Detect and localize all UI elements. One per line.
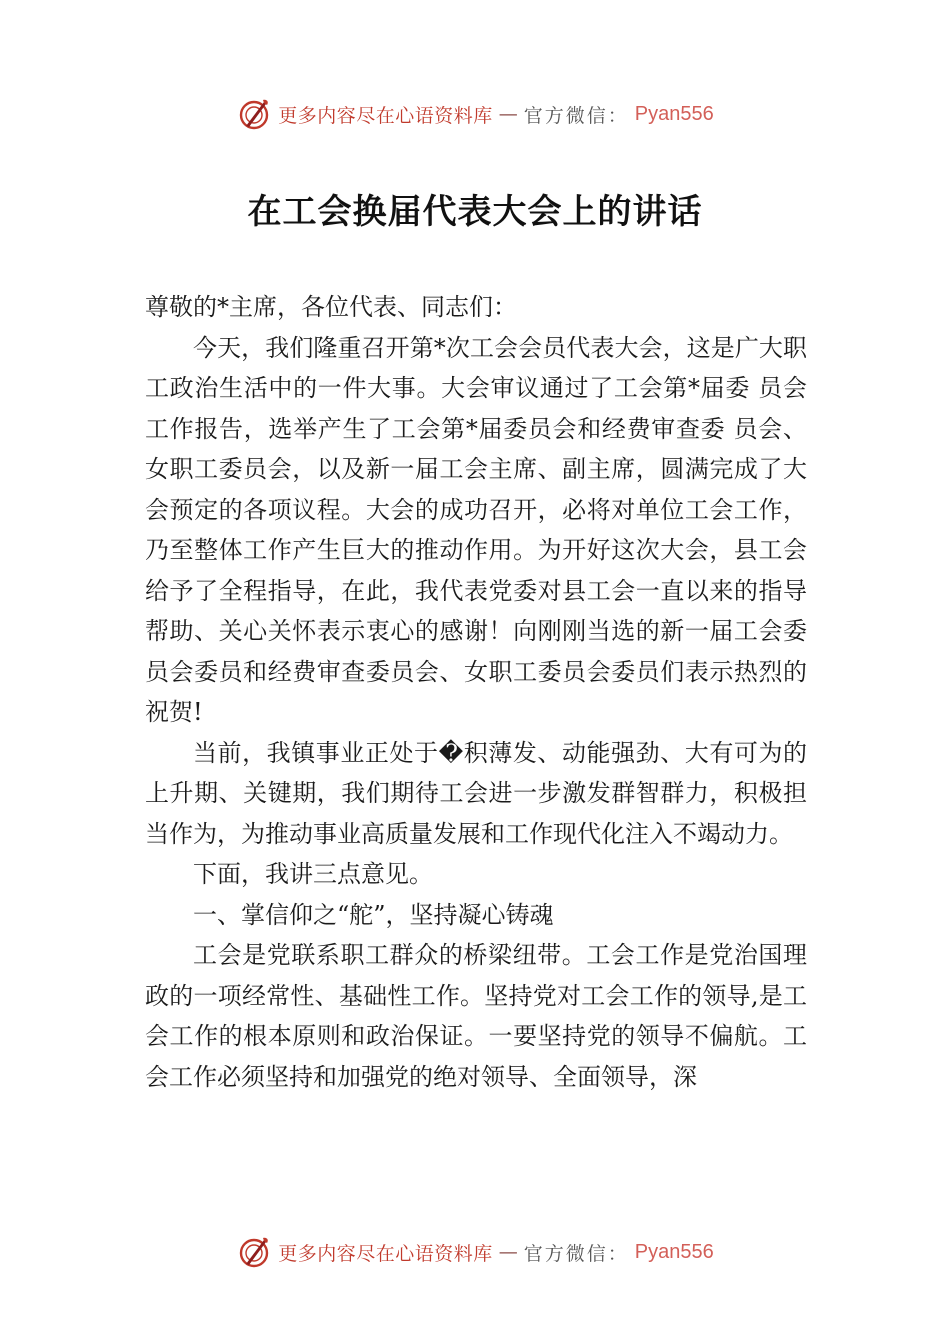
banner-brand: 更多内容尽在心语资料库 [278,1242,493,1265]
paragraph: 下面，我讲三点意见。 [193,860,433,888]
banner-wechat-handle: Pyan556 [634,102,714,125]
banner-brand: 更多内容尽在心语资料库 [278,104,493,127]
document-title: 在工会换届代表大会上的讲话 [247,192,703,232]
quill-seal-icon [236,1234,272,1270]
banner-wechat-label: 官方微信： [523,104,629,127]
document-body [145,287,807,1097]
footer-banner [0,1232,950,1272]
header-banner [0,94,950,134]
paragraph: 当前，我镇事业正处于�积薄发、动能强劲、大有可为的上升期、关键期，我们期待工会进一步激发群智群力，积极担当作为，为推动事业高质量发展和工作现代化注入不竭动力。 [145,738,807,848]
paragraph: 工会是党联系职工群众的桥梁纽带。工会工作是党治国理政的一项经常性、基础性工作。坚持党对工会工作的领导,是工会工作的根本原则和政治保证。一要坚持党的领导不偏航。工会工作必须坚持和加强党的绝对领导、全面领导，深 [145,941,807,1091]
banner-separator: — [498,103,518,125]
banner-wechat-label: 官方微信： [523,1242,629,1265]
salutation: 尊敬的*主席，各位代表、同志们： [145,293,517,321]
banner-wechat-handle: Pyan556 [634,1240,714,1263]
banner-separator: — [498,1241,518,1263]
section-heading: 一、掌信仰之“舵”，坚持凝心铸魂 [193,900,554,929]
quill-seal-icon [236,96,272,132]
paragraph: 今天，我们隆重召开第*次工会会员代表大会，这是广大职工政治生活中的一件大事。大会审议通过了工会第*届委 员会工作报告，选举产生了工会第*届委员会和经费审查委 员会、女职工委员会，以及新一届工会主席、副主席，圆满完成了大会预定的各项议程。大会的成功召开，必将对单位工会工作，乃至整体工作产生巨大的推动作用。为开好这次大会，县工会给予了全程指导，在此，我代表党委对县工会一直以来的指导帮助、关心关怀表示衷心的感谢！向刚刚当选的新一届工会委员会委员和经费审查委员会、女职工委员会委员们表示热烈的祝贺! [145,333,807,726]
